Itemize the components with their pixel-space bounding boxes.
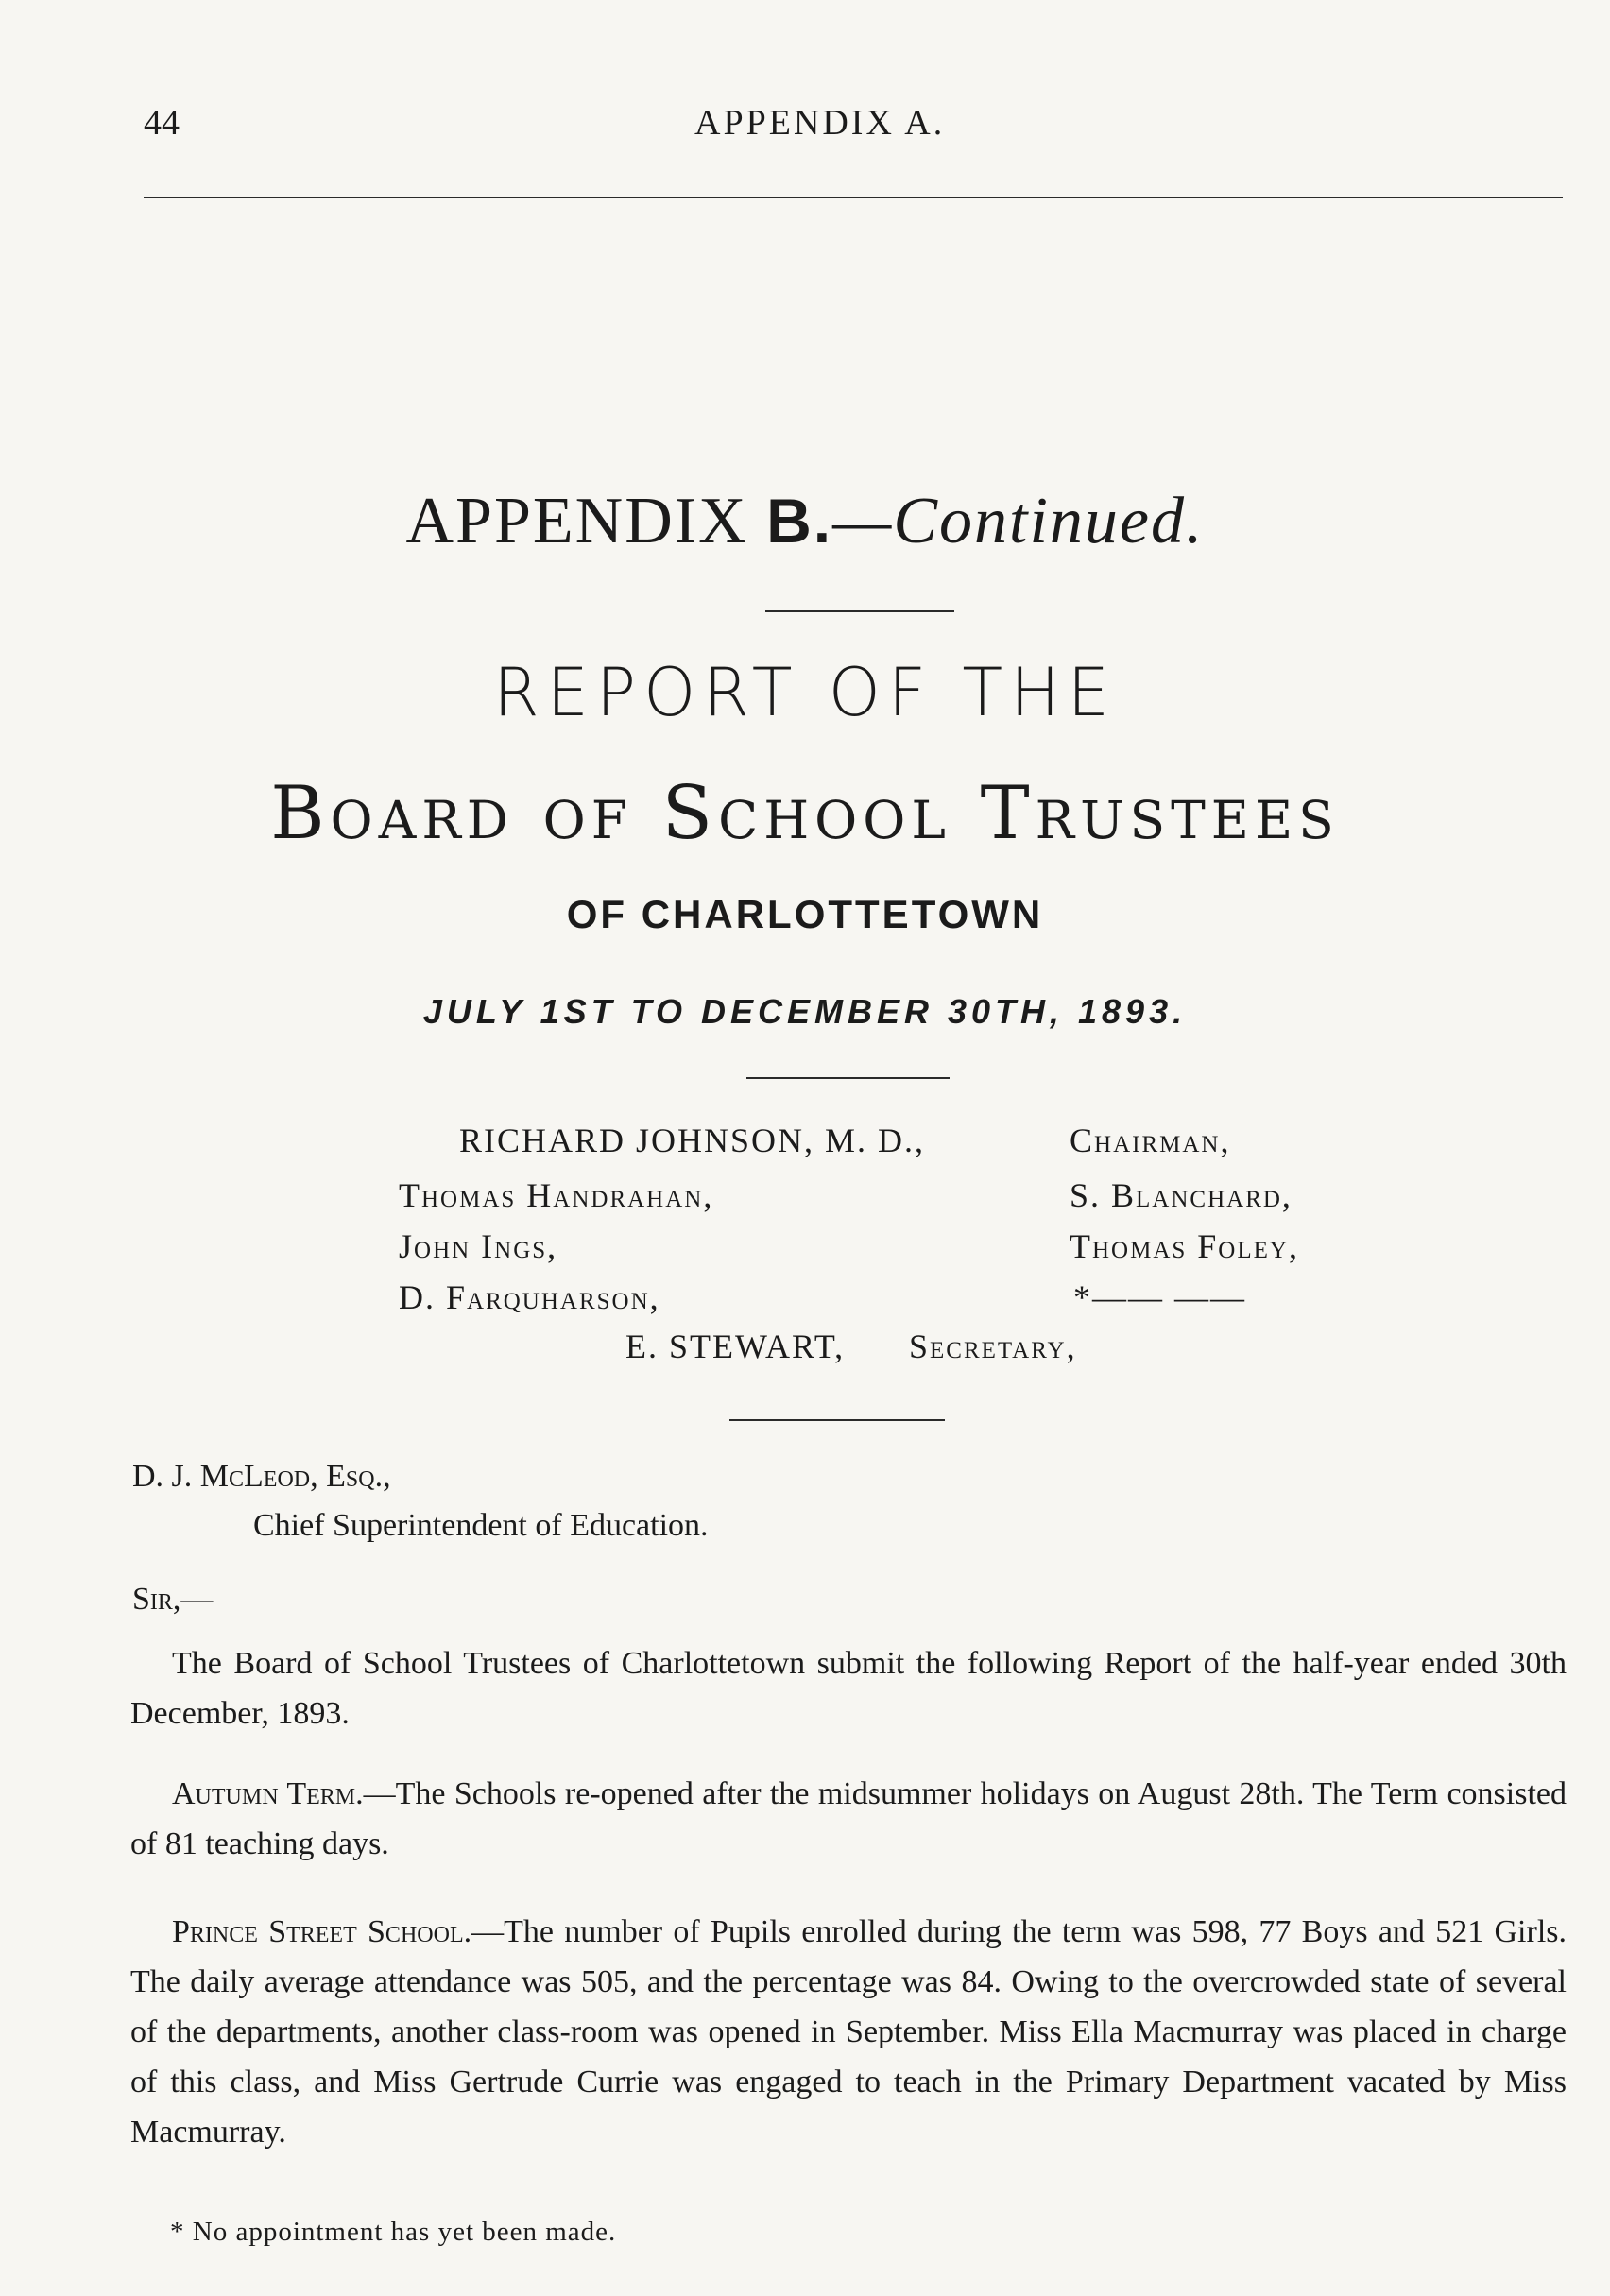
trustee-right-2: Thomas Foley,	[1070, 1227, 1299, 1265]
salutation: Sir,—	[132, 1582, 214, 1617]
chairman-line	[459, 1121, 925, 1160]
board-heading: Board of School Trustees	[270, 771, 1340, 856]
appendix-prefix: APPENDIX	[405, 485, 767, 557]
chairman-role: Chairman,	[1070, 1122, 1231, 1159]
trustees-rule	[729, 1419, 945, 1421]
page-number: 44	[144, 103, 180, 143]
header-rule	[144, 197, 1563, 198]
appendix-suffix: —Continued.	[832, 485, 1205, 557]
prince-street-heading: Prince Street School.	[172, 1914, 472, 1949]
date-range: JULY 1ST TO DECEMBER 30TH, 1893.	[422, 992, 1188, 1031]
city-heading: OF CHARLOTTETOWN	[566, 892, 1044, 936]
secretary-name: E. STEWART,	[625, 1328, 846, 1365]
chairman-name: RICHARD JOHNSON, M. D.,	[459, 1122, 926, 1159]
appendix-title	[0, 484, 1610, 559]
trustee-right-1: S. Blanchard,	[1070, 1176, 1293, 1214]
title-rule-2	[746, 1077, 950, 1079]
paragraph-autumn-term	[130, 1769, 1567, 1869]
paragraph-intro-text: The Board of School Trustees of Charlottetown submit the following Report of the half-year ended 30th December, 1893.	[130, 1646, 1567, 1731]
autumn-term-text: —The Schools re-opened after the midsummer holidays on August 28th. The Term consisted of 81 teaching days.	[130, 1776, 1567, 1861]
recipient-name: D. J. McLeod, Esq.,	[132, 1459, 391, 1494]
secretary-role: Secretary,	[909, 1328, 1077, 1365]
recipient-title: Chief Superintendent of Education.	[253, 1508, 709, 1543]
report-heading: REPORT OF THE	[493, 654, 1117, 731]
autumn-term-heading: Autumn Term.	[172, 1776, 364, 1811]
footnote: * No appointment has yet been made.	[170, 2217, 617, 2247]
paragraph-prince-street	[130, 1907, 1567, 2157]
running-title: APPENDIX A.	[694, 103, 946, 143]
title-rule-1	[765, 610, 954, 612]
paragraph-intro	[130, 1638, 1567, 1739]
trustee-left-2: John Ings,	[399, 1227, 558, 1265]
prince-street-text: —The number of Pupils enrolled during the term was 598, 77 Boys and 521 Girls. The daily average attendance was 505, and the percentage was 84. Owing to the overcrowded state of several of the departments, another class-room was opened in September. Miss Ella Macmurray was placed in charge of this class, and Miss Gertrude Currie was engaged to teach in the Primary Department vacated by Miss Macmurray.	[130, 1914, 1567, 2150]
trustee-right-vacant: *—— ——	[1073, 1278, 1246, 1316]
trustee-left-1: Thomas Handrahan,	[399, 1176, 714, 1214]
trustee-left-3: D. Farquharson,	[399, 1278, 660, 1316]
appendix-letter: B.	[766, 486, 833, 556]
